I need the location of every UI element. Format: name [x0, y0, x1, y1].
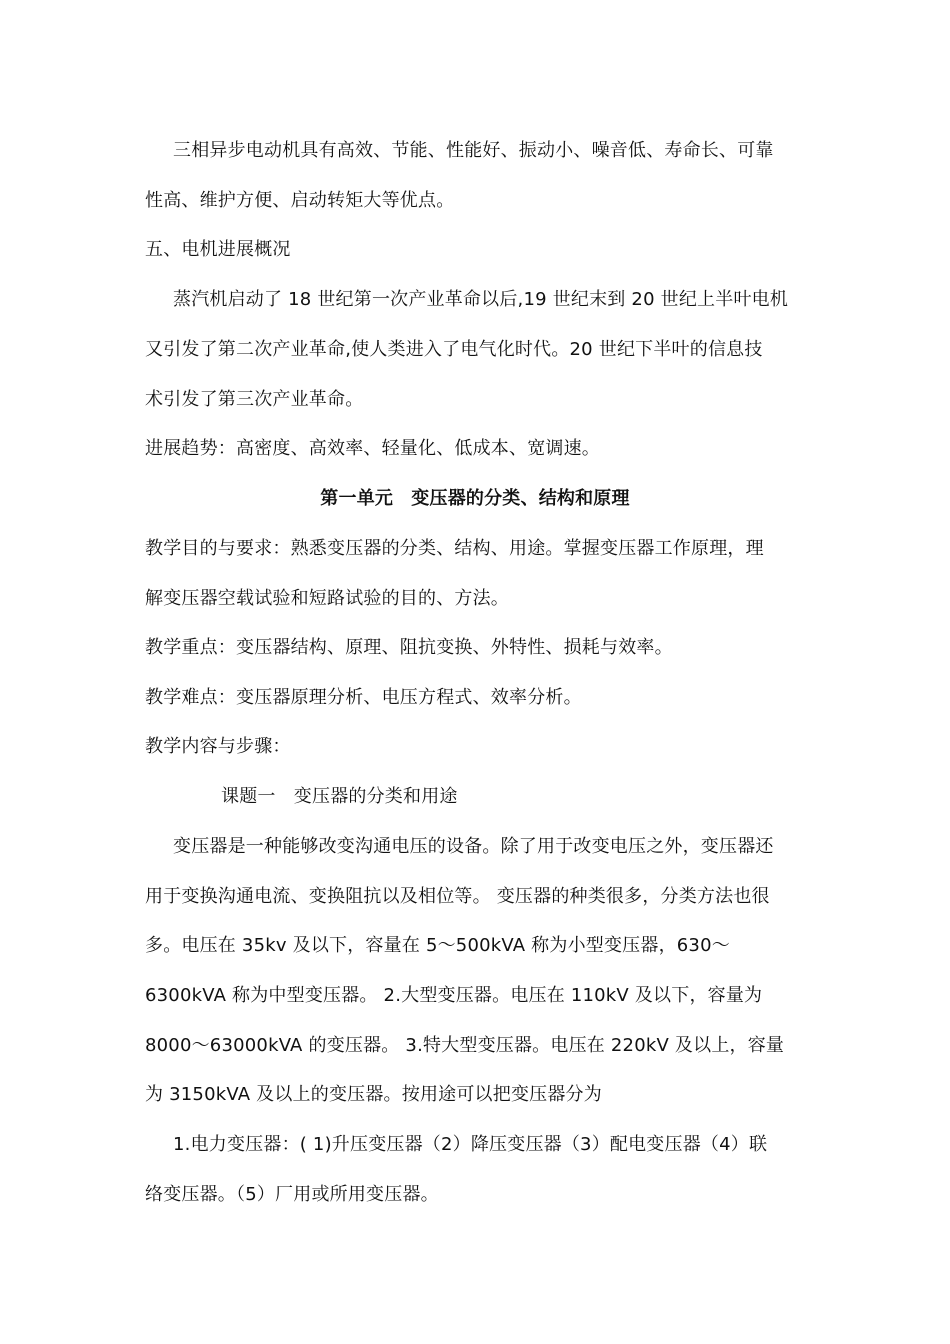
paragraph-line: 8000～63000kVA 的变压器。 3.特大型变压器。电压在 220kV 及以上，容量 — [145, 1035, 785, 1056]
paragraph-line: 变压器是一种能够改变沟通电压的设备。除了用于改变电压之外，变压器还 — [173, 836, 774, 857]
paragraph-line: 教学目的与要求：熟悉变压器的分类、结构、用途。掌握变压器工作原理，理 — [145, 538, 764, 559]
paragraph-line: 为 3150kVA 及以上的变压器。按用途可以把变压器分为 — [145, 1084, 602, 1105]
topic-title: 课题一 变压器的分类和用途 — [221, 786, 458, 807]
paragraph-line: 解变压器空载试验和短路试验的目的、方法。 — [145, 588, 509, 609]
paragraph-line: 三相异步电动机具有高效、节能、性能好、振动小、噪音低、寿命长、可靠 — [173, 140, 774, 161]
paragraph-line: 1.电力变压器：( 1)升压变压器（2）降压变压器（3）配电变压器（4）联 — [173, 1134, 768, 1155]
paragraph-line: 性高、维护方便、启动转矩大等优点。 — [145, 190, 455, 211]
section-heading: 五、电机进展概况 — [145, 239, 291, 260]
paragraph-line: 蒸汽机启动了 18 世纪第一次产业革命以后,19 世纪末到 20 世纪上半叶电机 — [173, 289, 789, 310]
paragraph-line: 教学难点：变压器原理分析、电压方程式、效率分析。 — [145, 687, 582, 708]
paragraph-line: 用于变换沟通电流、变换阻抗以及相位等。 变压器的种类很多，分类方法也很 — [145, 886, 770, 907]
paragraph-line: 进展趋势：高密度、高效率、轻量化、低成本、宽调速。 — [145, 438, 600, 459]
paragraph-line: 术引发了第三次产业革命。 — [145, 389, 364, 410]
paragraph-line: 6300kVA 称为中型变压器。 2.大型变压器。电压在 110kV 及以下，容量为 — [145, 985, 763, 1006]
paragraph-line: 多。电压在 35kv 及以下，容量在 5～500kVA 称为小型变压器，630～ — [145, 935, 730, 956]
paragraph-line: 教学内容与步骤： — [145, 736, 291, 757]
unit-title: 第一单元 变压器的分类、结构和原理 — [320, 488, 630, 509]
paragraph-line: 又引发了第二次产业革命,使人类进入了电气化时代。20 世纪下半叶的信息技 — [145, 339, 763, 360]
paragraph-line: 教学重点：变压器结构、原理、阻抗变换、外特性、损耗与效率。 — [145, 637, 673, 658]
paragraph-line: 络变压器。（5）厂用或所用变压器。 — [145, 1184, 439, 1205]
